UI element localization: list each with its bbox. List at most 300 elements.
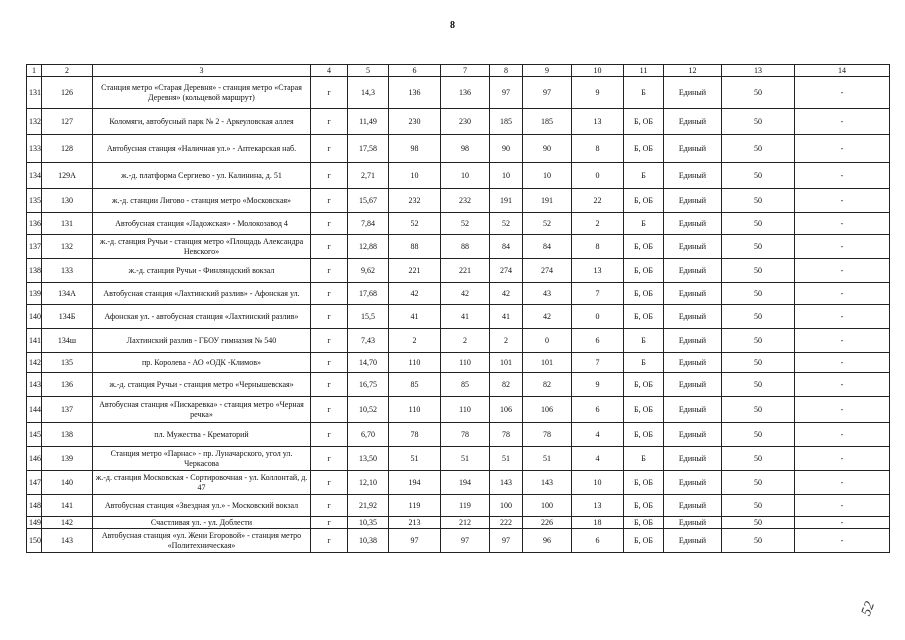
route-type: г (311, 529, 348, 553)
cell-6: 88 (389, 235, 441, 259)
cell-13: 50 (722, 163, 795, 189)
route-length: 12,88 (348, 235, 389, 259)
cell-13: 50 (722, 517, 795, 529)
cell-13: 50 (722, 213, 795, 235)
row-index: 131 (27, 77, 42, 109)
column-number: 2 (42, 65, 93, 77)
row-index: 137 (27, 235, 42, 259)
column-number-row (27, 65, 890, 77)
cell-12: Единый (664, 77, 722, 109)
cell-6: 136 (389, 77, 441, 109)
cell-11: Б, ОБ (624, 495, 664, 517)
cell-14: - (795, 77, 890, 109)
cell-8: 100 (490, 495, 523, 517)
cell-14: - (795, 283, 890, 305)
column-number: 8 (490, 65, 523, 77)
cell-12: Единый (664, 163, 722, 189)
cell-10: 7 (572, 283, 624, 305)
route-name: Афонская ул. - автобусная станция «Лахтинский разлив» (93, 305, 311, 329)
table-row (27, 189, 890, 213)
cell-12: Единый (664, 517, 722, 529)
route-type: г (311, 373, 348, 397)
route-number: 130 (42, 189, 93, 213)
cell-14: - (795, 329, 890, 353)
row-index: 150 (27, 529, 42, 553)
cell-7: 41 (441, 305, 490, 329)
row-index: 142 (27, 353, 42, 373)
cell-7: 88 (441, 235, 490, 259)
cell-10: 0 (572, 305, 624, 329)
cell-14: - (795, 235, 890, 259)
route-number: 134А (42, 283, 93, 305)
route-number: 141 (42, 495, 93, 517)
cell-6: 78 (389, 423, 441, 447)
route-length: 2,71 (348, 163, 389, 189)
cell-7: 212 (441, 517, 490, 529)
cell-14: - (795, 189, 890, 213)
cell-9: 84 (523, 235, 572, 259)
cell-11: Б (624, 447, 664, 471)
cell-10: 6 (572, 397, 624, 423)
route-length: 14,70 (348, 353, 389, 373)
cell-10: 4 (572, 423, 624, 447)
cell-8: 101 (490, 353, 523, 373)
cell-9: 0 (523, 329, 572, 353)
route-number: 128 (42, 135, 93, 163)
cell-8: 97 (490, 529, 523, 553)
cell-7: 2 (441, 329, 490, 353)
route-name: ж.-д. станция Ручьи - станция метро «Чернышевская» (93, 373, 311, 397)
route-number: 126 (42, 77, 93, 109)
cell-14: - (795, 471, 890, 495)
route-length: 10,52 (348, 397, 389, 423)
route-number: 134Б (42, 305, 93, 329)
cell-12: Единый (664, 471, 722, 495)
row-index: 132 (27, 109, 42, 135)
cell-11: Б, ОБ (624, 109, 664, 135)
cell-7: 230 (441, 109, 490, 135)
cell-13: 50 (722, 529, 795, 553)
cell-11: Б, ОБ (624, 423, 664, 447)
cell-10: 6 (572, 529, 624, 553)
cell-9: 82 (523, 373, 572, 397)
cell-14: - (795, 397, 890, 423)
table-row (27, 517, 890, 529)
cell-12: Единый (664, 109, 722, 135)
route-number: 135 (42, 353, 93, 373)
cell-7: 194 (441, 471, 490, 495)
cell-6: 2 (389, 329, 441, 353)
route-name: ж.-д. станции Лигово - станция метро «Московская» (93, 189, 311, 213)
cell-11: Б (624, 353, 664, 373)
cell-11: Б, ОБ (624, 373, 664, 397)
route-number: 139 (42, 447, 93, 471)
route-type: г (311, 447, 348, 471)
cell-8: 191 (490, 189, 523, 213)
route-type: г (311, 135, 348, 163)
cell-12: Единый (664, 423, 722, 447)
cell-14: - (795, 495, 890, 517)
row-index: 149 (27, 517, 42, 529)
cell-11: Б, ОБ (624, 283, 664, 305)
table-row (27, 529, 890, 553)
column-number: 10 (572, 65, 624, 77)
cell-11: Б, ОБ (624, 189, 664, 213)
cell-12: Единый (664, 397, 722, 423)
row-index: 134 (27, 163, 42, 189)
cell-9: 96 (523, 529, 572, 553)
cell-14: - (795, 353, 890, 373)
cell-7: 221 (441, 259, 490, 283)
cell-13: 50 (722, 77, 795, 109)
cell-9: 51 (523, 447, 572, 471)
route-length: 17,58 (348, 135, 389, 163)
cell-12: Единый (664, 213, 722, 235)
cell-13: 50 (722, 259, 795, 283)
route-length: 13,50 (348, 447, 389, 471)
cell-8: 90 (490, 135, 523, 163)
route-length: 16,75 (348, 373, 389, 397)
cell-8: 42 (490, 283, 523, 305)
table-body (27, 65, 890, 553)
cell-14: - (795, 447, 890, 471)
route-type: г (311, 495, 348, 517)
cell-13: 50 (722, 447, 795, 471)
cell-10: 4 (572, 447, 624, 471)
cell-11: Б, ОБ (624, 305, 664, 329)
cell-6: 230 (389, 109, 441, 135)
route-name: Коломяги, автобусный парк № 2 - Аркеуловская аллея (93, 109, 311, 135)
route-length: 11,49 (348, 109, 389, 135)
cell-12: Единый (664, 283, 722, 305)
cell-10: 0 (572, 163, 624, 189)
cell-13: 50 (722, 305, 795, 329)
page-number: 8 (450, 20, 455, 31)
cell-13: 50 (722, 235, 795, 259)
cell-6: 52 (389, 213, 441, 235)
route-length: 12,10 (348, 471, 389, 495)
cell-7: 136 (441, 77, 490, 109)
cell-8: 52 (490, 213, 523, 235)
cell-10: 13 (572, 259, 624, 283)
route-name: Станция метро «Старая Деревня» - станция метро «Старая Деревня» (кольцевой маршрут) (93, 77, 311, 109)
cell-13: 50 (722, 135, 795, 163)
route-number: 136 (42, 373, 93, 397)
cell-7: 232 (441, 189, 490, 213)
cell-13: 50 (722, 397, 795, 423)
cell-6: 41 (389, 305, 441, 329)
table-row (27, 259, 890, 283)
cell-11: Б, ОБ (624, 529, 664, 553)
cell-14: - (795, 163, 890, 189)
route-length: 7,84 (348, 213, 389, 235)
route-number: 133 (42, 259, 93, 283)
cell-9: 274 (523, 259, 572, 283)
route-type: г (311, 235, 348, 259)
cell-12: Единый (664, 189, 722, 213)
column-number: 3 (93, 65, 311, 77)
row-index: 140 (27, 305, 42, 329)
cell-10: 9 (572, 77, 624, 109)
cell-14: - (795, 135, 890, 163)
cell-11: Б, ОБ (624, 517, 664, 529)
row-index: 148 (27, 495, 42, 517)
route-type: г (311, 213, 348, 235)
route-name: пр. Королева - АО «ОДК -Климов» (93, 353, 311, 373)
cell-8: 97 (490, 77, 523, 109)
route-type: г (311, 423, 348, 447)
route-name: Автобусная станция «Звездная ул.» - Московский вокзал (93, 495, 311, 517)
cell-6: 119 (389, 495, 441, 517)
cell-9: 185 (523, 109, 572, 135)
route-length: 15,5 (348, 305, 389, 329)
route-name: Автобусная станция «Ладожская» - Молокозавод 4 (93, 213, 311, 235)
table-row (27, 397, 890, 423)
route-number: 138 (42, 423, 93, 447)
table-row (27, 77, 890, 109)
route-type: г (311, 77, 348, 109)
cell-14: - (795, 373, 890, 397)
cell-14: - (795, 259, 890, 283)
cell-9: 101 (523, 353, 572, 373)
cell-10: 7 (572, 353, 624, 373)
route-name: Станция метро «Парнас» - пр. Луначарского, угол ул. Черкасова (93, 447, 311, 471)
route-number: 129А (42, 163, 93, 189)
cell-7: 10 (441, 163, 490, 189)
cell-9: 90 (523, 135, 572, 163)
cell-6: 85 (389, 373, 441, 397)
route-length: 10,38 (348, 529, 389, 553)
route-type: г (311, 517, 348, 529)
column-number: 7 (441, 65, 490, 77)
column-number: 12 (664, 65, 722, 77)
cell-7: 78 (441, 423, 490, 447)
cell-13: 50 (722, 329, 795, 353)
cell-11: Б (624, 163, 664, 189)
cell-12: Единый (664, 529, 722, 553)
route-type: г (311, 283, 348, 305)
table-row (27, 283, 890, 305)
route-type: г (311, 329, 348, 353)
cell-9: 10 (523, 163, 572, 189)
route-name: Автобусная станция «Лахтинский разлив» - Афонская ул. (93, 283, 311, 305)
route-length: 6,70 (348, 423, 389, 447)
route-length: 17,68 (348, 283, 389, 305)
route-length: 7,43 (348, 329, 389, 353)
cell-12: Единый (664, 259, 722, 283)
route-type: г (311, 305, 348, 329)
cell-7: 97 (441, 529, 490, 553)
cell-14: - (795, 213, 890, 235)
cell-13: 50 (722, 109, 795, 135)
route-name: Автобусная станция «ул. Жени Егоровой» - станция метро «Политехническая» (93, 529, 311, 553)
route-name: пл. Мужества - Крематорий (93, 423, 311, 447)
cell-7: 51 (441, 447, 490, 471)
cell-11: Б, ОБ (624, 135, 664, 163)
route-length: 9,62 (348, 259, 389, 283)
route-type: г (311, 353, 348, 373)
route-name: ж.-д. станция Московская - Сортировочная - ул. Коллонтай, д. 47 (93, 471, 311, 495)
cell-10: 8 (572, 235, 624, 259)
route-type: г (311, 109, 348, 135)
row-index: 145 (27, 423, 42, 447)
routes-table (26, 64, 890, 553)
cell-9: 226 (523, 517, 572, 529)
cell-10: 8 (572, 135, 624, 163)
cell-7: 98 (441, 135, 490, 163)
cell-8: 274 (490, 259, 523, 283)
cell-10: 13 (572, 495, 624, 517)
row-index: 133 (27, 135, 42, 163)
column-number: 6 (389, 65, 441, 77)
cell-8: 51 (490, 447, 523, 471)
table-row (27, 353, 890, 373)
column-number: 14 (795, 65, 890, 77)
cell-6: 110 (389, 397, 441, 423)
row-index: 138 (27, 259, 42, 283)
cell-10: 13 (572, 109, 624, 135)
row-index: 146 (27, 447, 42, 471)
cell-8: 185 (490, 109, 523, 135)
route-type: г (311, 397, 348, 423)
cell-9: 43 (523, 283, 572, 305)
cell-12: Единый (664, 447, 722, 471)
cell-8: 2 (490, 329, 523, 353)
cell-8: 143 (490, 471, 523, 495)
cell-10: 10 (572, 471, 624, 495)
cell-11: Б, ОБ (624, 259, 664, 283)
cell-12: Единый (664, 305, 722, 329)
route-type: г (311, 471, 348, 495)
cell-11: Б (624, 77, 664, 109)
column-number: 1 (27, 65, 42, 77)
cell-7: 119 (441, 495, 490, 517)
cell-11: Б (624, 213, 664, 235)
table-row (27, 135, 890, 163)
cell-10: 2 (572, 213, 624, 235)
cell-10: 6 (572, 329, 624, 353)
cell-11: Б, ОБ (624, 397, 664, 423)
cell-6: 232 (389, 189, 441, 213)
cell-8: 41 (490, 305, 523, 329)
route-name: ж.-д. платформа Сергиево - ул. Калинина, д. 51 (93, 163, 311, 189)
cell-13: 50 (722, 283, 795, 305)
column-number: 9 (523, 65, 572, 77)
cell-7: 110 (441, 397, 490, 423)
cell-6: 110 (389, 353, 441, 373)
cell-11: Б (624, 329, 664, 353)
cell-13: 50 (722, 353, 795, 373)
cell-14: - (795, 109, 890, 135)
cell-13: 50 (722, 189, 795, 213)
route-number: 127 (42, 109, 93, 135)
route-name: ж.-д. станция Ручьи - станция метро «Площадь Александра Невского» (93, 235, 311, 259)
cell-6: 51 (389, 447, 441, 471)
cell-10: 9 (572, 373, 624, 397)
cell-10: 22 (572, 189, 624, 213)
table-row (27, 471, 890, 495)
cell-9: 191 (523, 189, 572, 213)
route-number: 131 (42, 213, 93, 235)
column-number: 5 (348, 65, 389, 77)
route-length: 10,35 (348, 517, 389, 529)
table-row (27, 235, 890, 259)
row-index: 141 (27, 329, 42, 353)
cell-6: 42 (389, 283, 441, 305)
cell-9: 97 (523, 77, 572, 109)
table-row (27, 373, 890, 397)
cell-12: Единый (664, 235, 722, 259)
cell-12: Единый (664, 135, 722, 163)
cell-14: - (795, 517, 890, 529)
route-number: 143 (42, 529, 93, 553)
route-name: ж.-д. станция Ручьи - Финляндский вокзал (93, 259, 311, 283)
cell-12: Единый (664, 495, 722, 517)
cell-8: 106 (490, 397, 523, 423)
row-index: 139 (27, 283, 42, 305)
cell-8: 10 (490, 163, 523, 189)
handwritten-mark: 52 (859, 599, 878, 618)
route-type: г (311, 259, 348, 283)
cell-9: 78 (523, 423, 572, 447)
row-index: 143 (27, 373, 42, 397)
column-number: 4 (311, 65, 348, 77)
table-row (27, 329, 890, 353)
cell-7: 110 (441, 353, 490, 373)
cell-14: - (795, 423, 890, 447)
route-name: Автобусная станция «Наличная ул.» - Аптекарская наб. (93, 135, 311, 163)
cell-6: 97 (389, 529, 441, 553)
cell-9: 100 (523, 495, 572, 517)
cell-13: 50 (722, 471, 795, 495)
route-number: 142 (42, 517, 93, 529)
cell-8: 222 (490, 517, 523, 529)
cell-7: 42 (441, 283, 490, 305)
table-row (27, 305, 890, 329)
cell-14: - (795, 529, 890, 553)
cell-6: 98 (389, 135, 441, 163)
cell-11: Б, ОБ (624, 235, 664, 259)
route-number: 140 (42, 471, 93, 495)
cell-13: 50 (722, 373, 795, 397)
route-name: Счастливая ул. - ул. Доблести (93, 517, 311, 529)
cell-12: Единый (664, 329, 722, 353)
cell-8: 84 (490, 235, 523, 259)
row-index: 147 (27, 471, 42, 495)
route-number: 132 (42, 235, 93, 259)
cell-8: 78 (490, 423, 523, 447)
cell-6: 10 (389, 163, 441, 189)
cell-9: 106 (523, 397, 572, 423)
row-index: 144 (27, 397, 42, 423)
route-type: г (311, 163, 348, 189)
cell-6: 194 (389, 471, 441, 495)
row-index: 135 (27, 189, 42, 213)
cell-10: 18 (572, 517, 624, 529)
table-row (27, 109, 890, 135)
row-index: 136 (27, 213, 42, 235)
route-length: 14,3 (348, 77, 389, 109)
route-name: Лахтинский разлив - ГБОУ гимназия № 540 (93, 329, 311, 353)
table-row (27, 423, 890, 447)
cell-8: 82 (490, 373, 523, 397)
cell-6: 213 (389, 517, 441, 529)
route-length: 21,92 (348, 495, 389, 517)
table-row (27, 447, 890, 471)
column-number: 13 (722, 65, 795, 77)
cell-6: 221 (389, 259, 441, 283)
cell-9: 42 (523, 305, 572, 329)
